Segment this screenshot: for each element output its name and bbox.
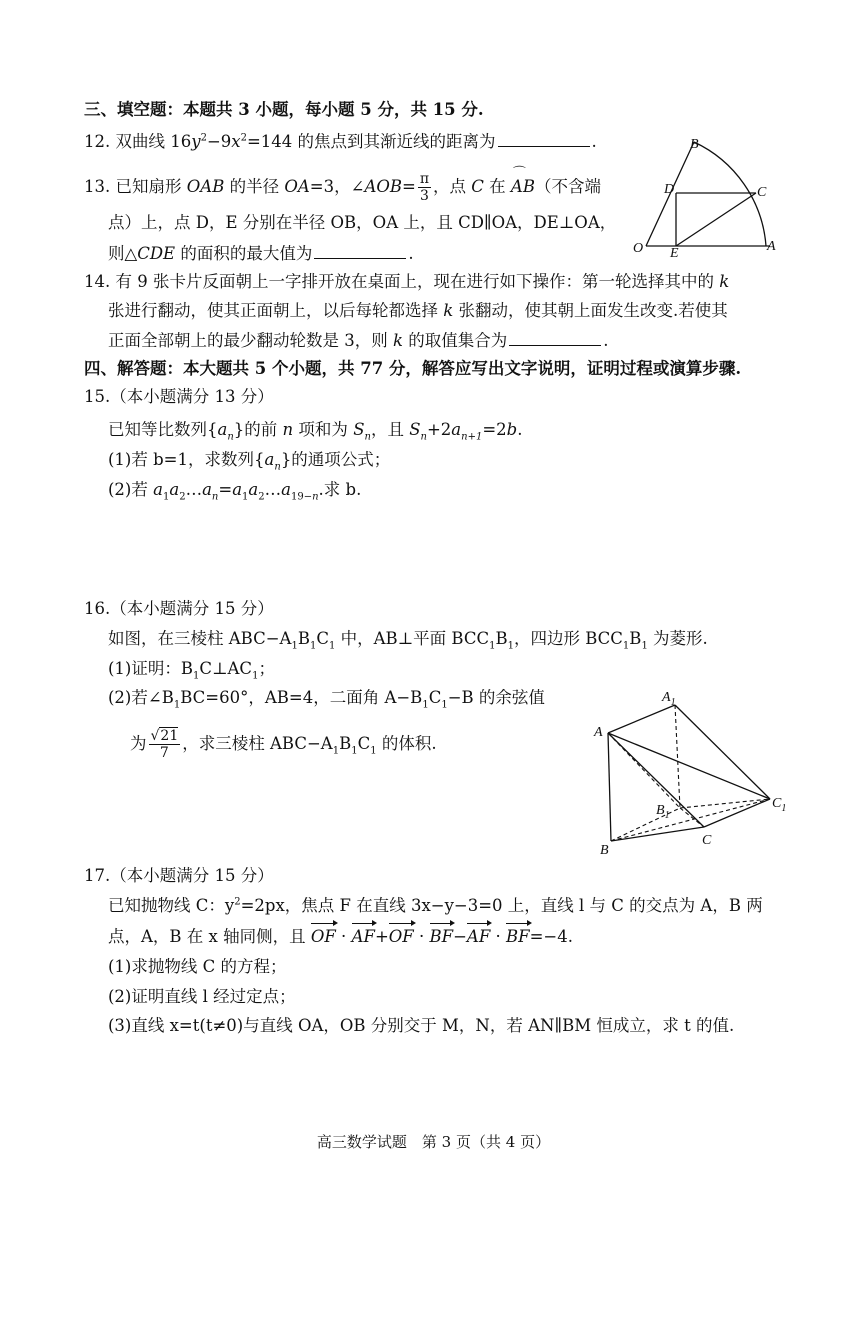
question-14-line-2: 张进行翻动，使其正面朝上，以后每轮都选择 k 张翻动，使其朝上面发生改变.若使其 (108, 301, 728, 320)
question-17-part-1: (1)求抛物线 C 的方程； (108, 957, 287, 976)
question-12: 12. 双曲线 $16y^2-9x^2=144$ 的焦点到其渐近线的距离为 . (84, 132, 597, 151)
vector-af-2: AF (466, 927, 491, 946)
question-13-line-3: 则△CDE 的面积的最大值为 . (108, 244, 414, 263)
pi-over-3-fraction: $\frac{\pi}{3}$ (419, 171, 430, 204)
label-c1: $C_1$ (772, 796, 787, 814)
question-16-part-2-cont: 为 $\frac{√21}{7}$ ，求三棱柱 $ABC-A_1B_1C_1$ 的体积. (130, 728, 437, 761)
q12-answer-blank[interactable] (498, 132, 590, 147)
edge-a-b (608, 733, 611, 841)
edge-b-c1 (611, 799, 770, 841)
edge-c-c1 (704, 799, 770, 827)
question-15-header: 15.（本小题满分 13 分） (84, 387, 274, 406)
segment-ce (676, 193, 756, 246)
question-15-part-1: (1)若 b=1，求数列$\{a_n\}$的通项公式； (108, 450, 391, 473)
sector-figure (630, 134, 790, 259)
edge-a1-c1 (675, 705, 770, 799)
q14-answer-blank[interactable] (509, 331, 601, 346)
question-13-line-1: 13. 已知扇形 OAB 的半径 OA=3，∠AOB= $\frac{\pi}{3}$ ，点 C 在 ⌒ AB（不含端 (84, 171, 601, 204)
edge-a-b1 (608, 733, 680, 808)
vector-af-1: AF (351, 927, 375, 946)
sqrt21-over-7-fraction: $\frac{√21}{7}$ (150, 728, 179, 761)
label-b: B (600, 843, 609, 858)
question-16-part-1: (1)证明：$B_1C\perp AC_1$； (108, 659, 275, 682)
q12-number: 12. (84, 132, 111, 151)
vector-of-2: OF (388, 927, 414, 946)
question-17-part-3: (3)直线 x=t(t≠0)与直线 OA，OB 分别交于 M，N，若 AN∥BM 恒成立，求 t 的值. (108, 1016, 735, 1035)
question-17-stem-2: 点，A，B 在 x 轴同侧，且 OF · AF+OF · BF−AF · BF=−4. (108, 927, 574, 946)
question-16-part-2: (2)若$\angle B_1BC=60^\circ$，AB=4，二面角 $A-B_1C_1-B$ 的余弦值 (108, 688, 545, 711)
label-e: E (670, 246, 679, 259)
label-a: A (767, 239, 776, 254)
q13-number: 13. (84, 177, 111, 196)
question-13-line-2: 点）上，点 D，E 分别在半径 OB，OA 上，且 CD∥OA，DE⊥OA， (108, 213, 617, 232)
label-b: B (690, 137, 699, 152)
question-14-line-3: 正面全部朝上的最少翻动轮数是 3，则 k 的取值集合为 . (108, 331, 609, 350)
label-a1: $A_1$ (662, 690, 676, 708)
question-14-line-1: 14. 有 9 张卡片反面朝上一字排开放在桌面上，现在进行如下操作：第一轮选择其中的 k (84, 272, 730, 291)
vector-of-1: OF (310, 927, 336, 946)
label-a: A (594, 725, 603, 740)
edge-a-c1 (608, 733, 770, 799)
edge-a1-b1 (675, 705, 680, 808)
label-o: O (633, 241, 644, 256)
question-15-part-2: (2)若 $a_1a_2\dots a_n=a_1a_2\dots a_{19-n}$.求 b. (108, 480, 362, 503)
vector-bf-1: BF (429, 927, 454, 946)
label-c: C (757, 185, 767, 200)
label-d: D (664, 182, 675, 197)
edge-b1-c1 (680, 799, 770, 808)
q14-number: 14. (84, 272, 111, 291)
label-b1: $B_1$ (656, 803, 670, 821)
question-16-header: 16.（本小题满分 15 分） (84, 599, 274, 618)
arc-ab: ⌒ AB (511, 176, 535, 198)
question-17-header: 17.（本小题满分 15 分） (84, 866, 274, 885)
question-15-stem: 已知等比数列$\{a_n\}$的前 n 项和为 $S_n$，且 $S_n+2a_{n+1}=2b$. (108, 420, 523, 443)
section-3-heading: 三、填空题：本题共 3 小题，每小题 5 分，共 15 分. (84, 100, 484, 119)
label-c: C (702, 833, 712, 848)
edge-a-a1 (608, 705, 675, 733)
q13-answer-blank[interactable] (314, 244, 406, 259)
question-16-stem: 如图，在三棱柱 $ABC-A_1B_1C_1$ 中，AB⊥平面 $BCC_1B_1$，四边形 $BCC_1B_1$ 为菱形. (108, 629, 708, 652)
section-4-heading: 四、解答题：本大题共 5 个小题，共 77 分，解答应写出文字说明，证明过程或演算步骤. (84, 359, 742, 378)
prism-figure (592, 686, 802, 858)
question-17-part-2: (2)证明直线 l 经过定点； (108, 987, 296, 1006)
page-footer: 高三数学试题 第 3 页（共 4 页） (316, 1133, 551, 1151)
question-17-stem-1: 已知抛物线 C：$y^2=2px$，焦点 F 在直线 3x−y−3=0 上，直线 l 与 C 的交点为 A，B 两 (108, 896, 763, 915)
vector-bf-2: BF (506, 927, 530, 946)
